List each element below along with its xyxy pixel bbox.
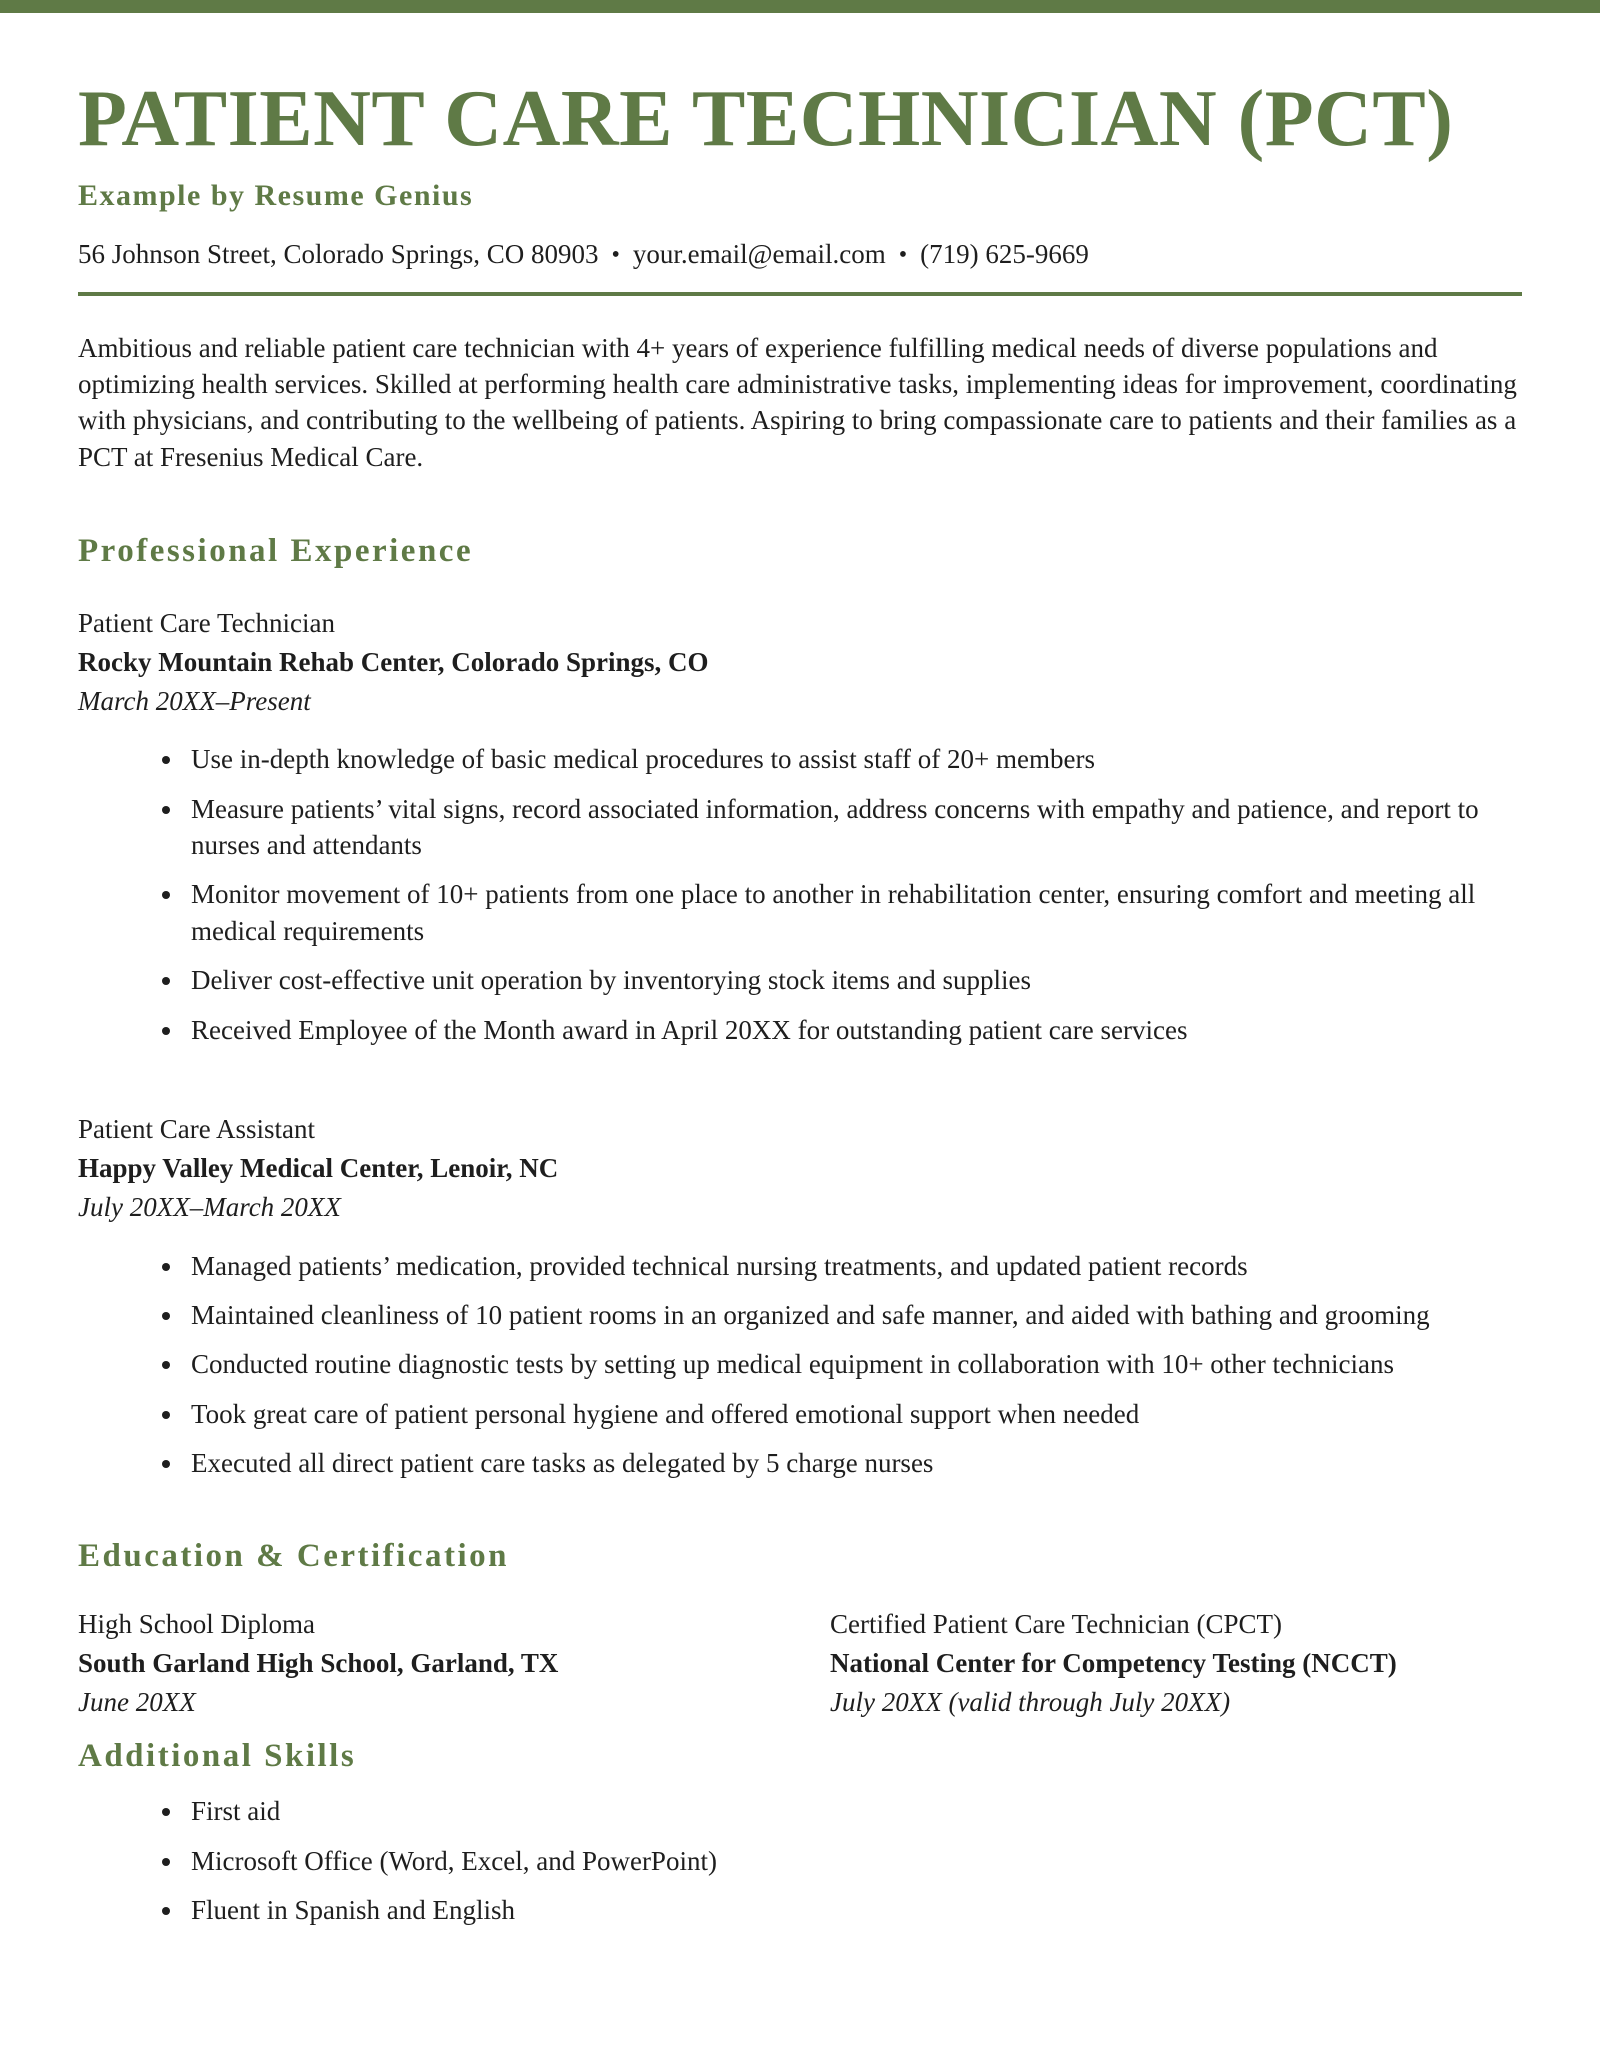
job-company: Rocky Mountain Rehab Center, Colorado Springs, CO [78, 646, 709, 677]
bullet-item: • Conducted routine diagnostic tests by setting up medical equipment in collaboration with 10+ other technicians [185, 1346, 1522, 1382]
bullet-item: • Deliver cost-effective unit operation by inventorying stock items and supplies [185, 962, 1522, 998]
top-accent-bar [0, 0, 1600, 13]
contact-line [78, 239, 1522, 270]
bullet-item: • Executed all direct patient care tasks as delegated by 5 charge nurses [185, 1445, 1522, 1481]
certification-item [830, 1605, 1522, 1722]
education-item [78, 1605, 830, 1722]
job-bullets [78, 1248, 1522, 1482]
section-heading-experience: Professional Experience [78, 532, 474, 569]
education-date: June 20XX [78, 1687, 196, 1718]
section-education [78, 1538, 1522, 1722]
bullet-item: • Managed patients’ medication, provided technical nursing treatments, and updated patient records [185, 1248, 1522, 1284]
bullet-item: • Monitor movement of 10+ patients from one place to another in rehabilitation center, ensuring comfort and meeting all medical requirements [185, 876, 1522, 949]
section-skills [78, 1738, 1522, 1928]
job-entry [78, 1110, 1522, 1482]
skill-item: • Fluent in Spanish and English [185, 1892, 1522, 1928]
resume-page [0, 77, 1600, 1929]
bullet-item: • Measure patients’ vital signs, record associated information, address concerns with empathy and patience, and report to nurses and attendants [185, 791, 1522, 864]
section-heading-education: Education & Certification [78, 1537, 509, 1574]
bullet-separator: • [611, 242, 620, 268]
skills-list [78, 1793, 1522, 1928]
education-grid [78, 1605, 1522, 1722]
section-heading-skills: Additional Skills [78, 1738, 357, 1775]
job-dates: March 20XX–Present [78, 685, 311, 716]
job-title: Patient Care Technician [78, 607, 336, 638]
institution-name: South Garland High School, Garland, TX [78, 1647, 559, 1678]
bullet-item: • Received Employee of the Month award in April 20XX for outstanding patient care services [185, 1012, 1522, 1048]
header-divider [78, 292, 1522, 296]
degree-name: High School Diploma [78, 1608, 315, 1639]
summary-text: Ambitious and reliable patient care technician with 4+ years of experience fulfilling medical needs of diverse populations and optimizing health services. Skilled at performing health care administrative tasks, implementing ideas for improvement, coordinating with physicians, and contributing to the wellbeing of patients. Aspiring to bring compassionate care to patients and their families as a PCT at Fresenius Medical Care. [78, 333, 1517, 472]
section-experience [78, 533, 1522, 1482]
certification-date: July 20XX (valid through July 20XX) [830, 1687, 1231, 1718]
job-dates: July 20XX–March 20XX [78, 1192, 341, 1223]
bullet-item: • Use in-depth knowledge of basic medical procedures to assist staff of 20+ members [185, 741, 1522, 777]
job-entry [78, 604, 1522, 1048]
job-title: Patient Care Assistant [78, 1114, 315, 1145]
page-title: PATIENT CARE TECHNICIAN (PCT) [78, 75, 1454, 163]
resume-subtitle: Example by Resume Genius [78, 179, 474, 212]
certification-name: Certified Patient Care Technician (CPCT) [830, 1608, 1282, 1639]
job-bullets [78, 741, 1522, 1048]
resume-header [78, 77, 1522, 296]
certifying-body: National Center for Competency Testing (NCCT) [830, 1647, 1397, 1678]
skill-item: • Microsoft Office (Word, Excel, and PowerPoint) [185, 1843, 1522, 1879]
job-company: Happy Valley Medical Center, Lenoir, NC [78, 1153, 559, 1184]
bullet-item: • Maintained cleanliness of 10 patient rooms in an organized and safe manner, and aided with bathing and grooming [185, 1297, 1522, 1333]
bullet-item: • Took great care of patient personal hygiene and offered emotional support when needed [185, 1396, 1522, 1432]
contact-phone: (719) 625-9669 [920, 239, 1089, 269]
skill-item: • First aid [185, 1793, 1522, 1829]
contact-email: your.email@email.com [632, 239, 886, 269]
bullet-separator: • [898, 242, 908, 268]
contact-address: 56 Johnson Street, Colorado Springs, CO 80903 [78, 239, 599, 269]
